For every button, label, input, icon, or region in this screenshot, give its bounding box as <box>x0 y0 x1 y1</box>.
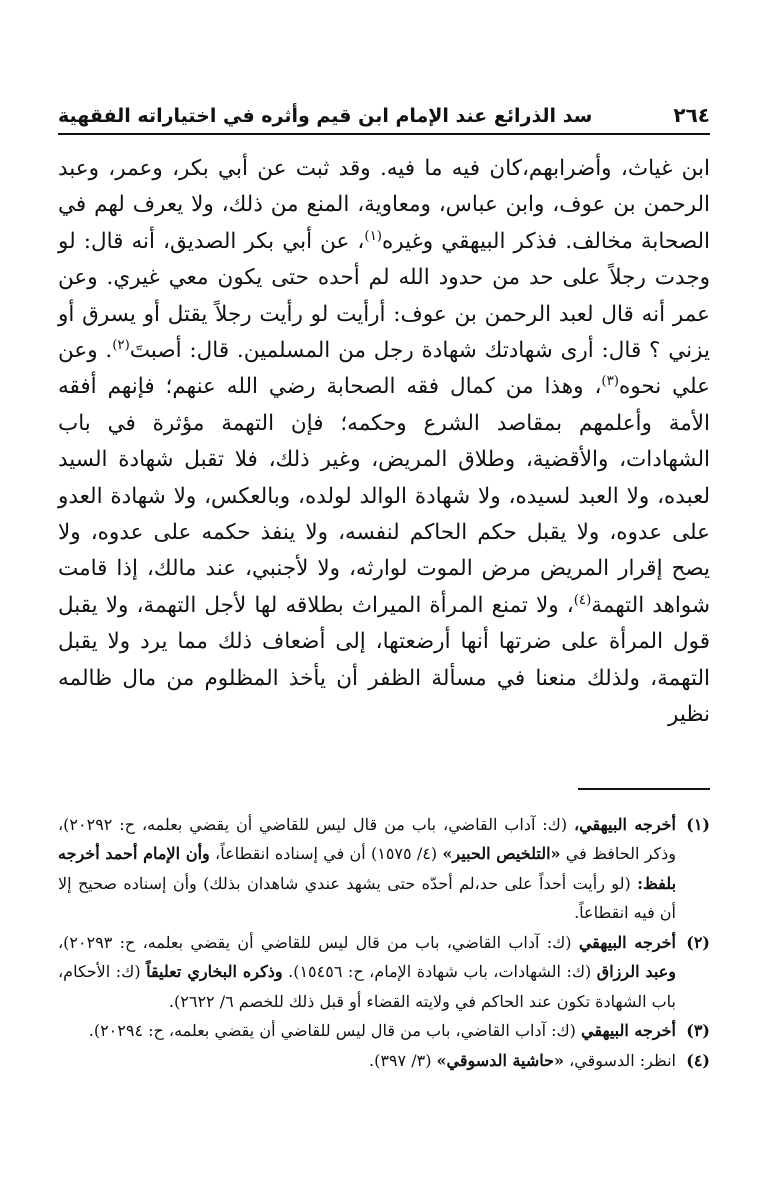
footnote-number: (١) <box>686 814 710 834</box>
footnote-text <box>58 928 676 1017</box>
footnote-segment: (٣/ ٣٩٧). <box>369 1050 437 1070</box>
text-segment: ، ولا تمنع المرأة الميراث بطلاقه لها لأجل التهمة، ولا يقبل قول المرأة على ضرتها أنها أرضعتها، إلى أضعاف ذلك مما يرد ولا يقبل التهمة، ولذلك منعنا في مسألة الظفر أن يأخذ المظلوم من مال ظالمه نظير <box>58 592 710 728</box>
running-title: سد الذرائع عند الإمام ابن قيم وأثره في اختياراته الفقهية <box>58 105 593 127</box>
footnote-item <box>58 1016 710 1046</box>
text-segment: ، عن أبي بكر الصديق، أنه قال: لو وجدت رجلاً على حد من حدود الله لم أحده حتى يكون معي غيري. وعن عمر أنه قال لعبد الرحمن بن عوف: أرأيت لو رأيت رجلاً يقتل أو يسرق أو يزني ؟ قال: أرى شهادتك شهادة رجل من المسلمين. قال: أصبتَ <box>58 228 710 364</box>
footnote-segment: (ك: آداب القاضي، باب من قال ليس للقاضي أن يقضي بعلمه، ح: ٢٠٢٩٣)، <box>58 932 579 952</box>
main-paragraph <box>58 151 710 734</box>
footnote-bold: وذكره البخاري تعليقاً <box>146 962 283 981</box>
footnote-item <box>58 1046 710 1076</box>
footnote-number: (٤) <box>686 1050 710 1070</box>
page-number: ٢٦٤ <box>673 103 710 127</box>
footnote-bold: أخرجه البيهقي <box>581 1021 676 1040</box>
footnote-item <box>58 928 710 1017</box>
footnote-divider <box>578 788 710 790</box>
footnote-ref[interactable]: (١) <box>364 228 382 244</box>
footnote-bold: «التلخيص الحبير» <box>442 844 561 863</box>
text-segment: . وعن علي نحوه <box>58 338 710 400</box>
footnotes <box>58 810 710 1076</box>
footnote-segment: (لو رأيت أحداً على حد،لم أحدّه حتى يشهد عندي شاهدان بذلك) وأن إسناده صحيح إلا أن فيه انقطاعاً. <box>58 873 676 922</box>
footnote-segment: انظر: الدسوقي، <box>564 1050 676 1070</box>
footnote-bold: وأن الإمام أحمد أخرجه بلفظ: <box>58 844 677 893</box>
page-header <box>58 95 710 135</box>
book-page <box>58 95 710 1155</box>
footnote-segment: (ك: آداب القاضي، باب من قال ليس للقاضي أن يقضي بعلمه، ح: ٢٠٢٩٤). <box>88 1021 582 1040</box>
main-text <box>58 151 710 734</box>
text-segment: ، وهذا من كمال فقه الصحابة رضي الله عنهم؛ فإنهم أفقه الأمة وأعلمهم بمقاصد الشرع وحكمه؛ فإن التهمة مؤثرة في باب الشهادات، والأقضية، وطلاق المريض، وغير ذلك، فلا تقبل شهادة السيد لعبده، ولا العبد لسيده، ولا شهادة الوالد لولده، وبالعكس، ولا شهادة العدو على عدوه، ولا يقبل حكم الحاكم لنفسه، ولا ينفذ حكمه على عدوه، ولا يصح إقرار المريض مرض الموت لوارثه، ولا لأجنبي، عند مالك، إذا قامت شواهد التهمة <box>58 374 710 618</box>
footnote-text <box>58 1046 676 1076</box>
footnote-bold: وعبد الرزاق <box>596 962 677 981</box>
footnote-bold: «حاشية الدسوقي» <box>436 1050 565 1070</box>
footnote-segment: (ك: آداب القاضي، باب من قال ليس للقاضي أن يقضي بعلمه، ح: ٢٠٢٩٢)، وذكر الحافظ في <box>58 814 676 863</box>
footnote-segment: (٤/ ١٥٧٥) أن في إسناده انقطاعاً، <box>209 844 443 863</box>
footnote-ref[interactable]: (٤) <box>573 592 592 608</box>
footnote-bold: أخرجه البيهقي، <box>574 814 676 834</box>
footnote-text <box>58 810 676 928</box>
footnote-text <box>58 1016 676 1046</box>
footnote-segment: (ك: الشهادات، باب شهادة الإمام، ح: ١٥٤٥٦). <box>282 962 597 981</box>
footnote-bold: أخرجه البيهقي <box>578 932 677 952</box>
footnote-number: (٢) <box>686 932 710 952</box>
footnote-ref[interactable]: (٣) <box>601 374 619 390</box>
footnote-item <box>58 810 710 928</box>
footnote-ref[interactable]: (٢) <box>112 337 130 353</box>
text-segment: ابن غياث، وأضرابهم،كان فيه ما فيه. وقد ثبت عن أبي بكر، وعمر، وعبد الرحمن بن عوف، وابن عباس، ومعاوية، المنع من ذلك، ولا يعرف لهم في الصحابة مخالف. فذكر البيهقي وغيره <box>58 156 711 254</box>
footnote-number: (٣) <box>686 1021 710 1040</box>
footnote-segment: (ك: الأحكام، باب الشهادة تكون عند الحاكم في ولايته القضاء أو قبل ذلك للخصم ٦/ ٢٦٢٢). <box>58 962 676 1011</box>
